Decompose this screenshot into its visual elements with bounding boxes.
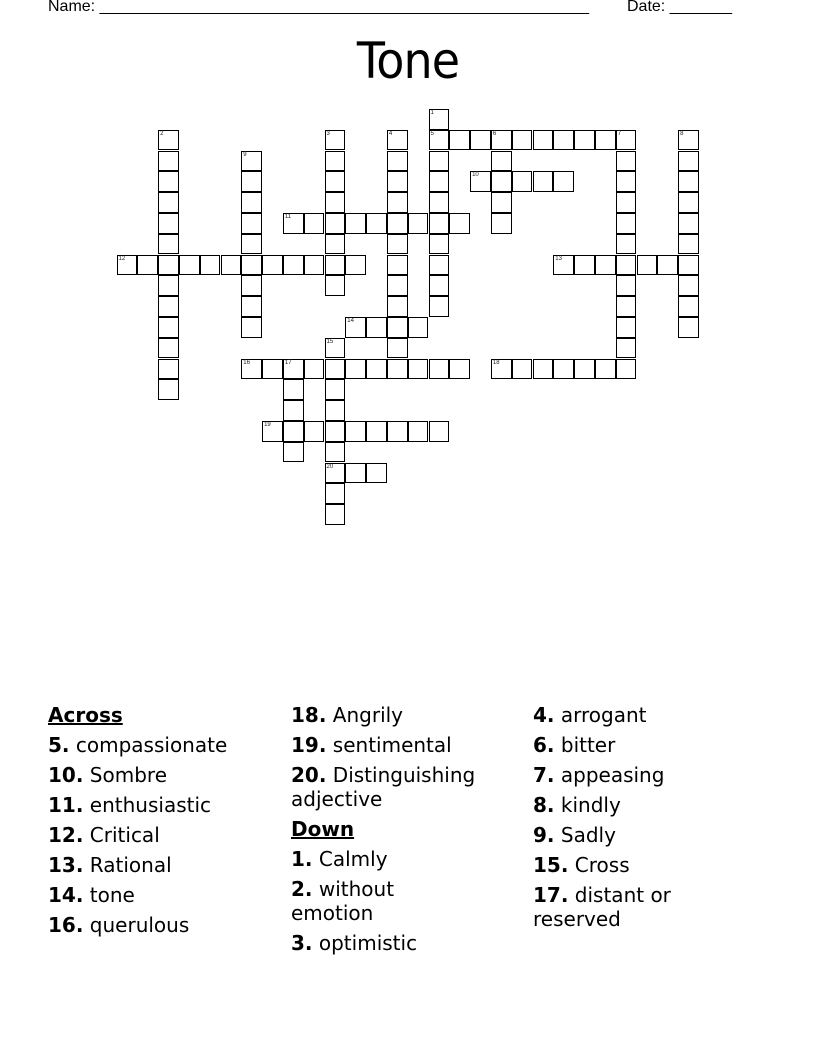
crossword-cell[interactable]	[304, 255, 325, 276]
crossword-cell[interactable]	[429, 275, 450, 296]
crossword-cell[interactable]	[408, 359, 429, 380]
cell-number: 16	[243, 359, 250, 366]
crossword-cell[interactable]	[325, 171, 346, 192]
crossword-cell[interactable]	[512, 130, 533, 151]
crossword-cell[interactable]	[429, 130, 450, 151]
clue-down-8: 8. kindly	[533, 793, 621, 817]
crossword-cell[interactable]	[533, 359, 554, 380]
crossword-cell[interactable]	[325, 151, 346, 172]
crossword-cell[interactable]	[241, 317, 262, 338]
crossword-cell[interactable]	[429, 359, 450, 380]
crossword-cell[interactable]	[283, 359, 304, 380]
crossword-cell[interactable]	[387, 338, 408, 359]
crossword-cell[interactable]	[574, 359, 595, 380]
crossword-cell[interactable]	[345, 317, 366, 338]
crossword-cell[interactable]	[241, 213, 262, 234]
crossword-cell[interactable]	[345, 421, 366, 442]
crossword-cell[interactable]	[533, 130, 554, 151]
cell-number: 2	[160, 130, 164, 137]
clue-down-15: 15. Cross	[533, 853, 630, 877]
crossword-cell[interactable]	[678, 275, 699, 296]
crossword-cell[interactable]	[283, 255, 304, 276]
crossword-cell[interactable]	[408, 421, 429, 442]
crossword-cell[interactable]	[657, 255, 678, 276]
crossword-cell[interactable]	[616, 213, 637, 234]
crossword-cell[interactable]	[158, 338, 179, 359]
crossword-cell[interactable]	[491, 192, 512, 213]
crossword-cell[interactable]	[345, 463, 366, 484]
crossword-cell[interactable]	[595, 130, 616, 151]
cell-number: 17	[284, 359, 292, 366]
cell-number: 1	[430, 109, 434, 116]
crossword-cell[interactable]	[345, 213, 366, 234]
crossword-cell[interactable]	[616, 296, 637, 317]
crossword-cell[interactable]	[200, 255, 221, 276]
clue-across-19: 19. sentimental	[291, 733, 452, 757]
crossword-cell[interactable]	[158, 151, 179, 172]
cell-number: 5	[430, 130, 434, 137]
cell-number: 10	[472, 172, 479, 179]
crossword-cell[interactable]	[595, 359, 616, 380]
cell-number: 9	[243, 151, 247, 158]
crossword-cell[interactable]	[616, 275, 637, 296]
crossword-cell[interactable]	[616, 338, 637, 359]
crossword-cell[interactable]	[158, 317, 179, 338]
crossword-cell[interactable]	[678, 151, 699, 172]
crossword-cell[interactable]	[158, 255, 179, 276]
crossword-cell[interactable]	[491, 213, 512, 234]
clue-across-10: 10. Sombre	[48, 763, 167, 787]
crossword-cell[interactable]	[678, 317, 699, 338]
crossword-cell[interactable]	[387, 275, 408, 296]
crossword-cell[interactable]	[387, 171, 408, 192]
crossword-cell[interactable]	[429, 421, 450, 442]
crossword-cell[interactable]	[325, 192, 346, 213]
date-label: Date: _______	[627, 0, 732, 15]
clue-down-4: 4. arrogant	[533, 703, 647, 727]
clue-across-16: 16. querulous	[48, 913, 190, 937]
crossword-cell[interactable]	[429, 109, 450, 130]
clue-down-6: 6. bitter	[533, 733, 616, 757]
crossword-cell[interactable]	[325, 130, 346, 151]
crossword-cell[interactable]	[512, 171, 533, 192]
crossword-cell[interactable]	[574, 130, 595, 151]
crossword-cell[interactable]	[325, 255, 346, 276]
crossword-cell[interactable]	[616, 255, 637, 276]
crossword-cell[interactable]	[304, 359, 325, 380]
crossword-cell[interactable]	[241, 234, 262, 255]
crossword-cell[interactable]	[533, 171, 554, 192]
clue-across-13: 13. Rational	[48, 853, 172, 877]
name-label: Name: _______________________________________________________	[48, 0, 589, 15]
crossword-cell[interactable]	[366, 463, 387, 484]
crossword-cell[interactable]	[283, 442, 304, 463]
crossword-cell[interactable]	[491, 151, 512, 172]
clue-down-17: 17. distant or reserved	[533, 883, 671, 931]
clue-across-12: 12. Critical	[48, 823, 160, 847]
crossword-cell[interactable]	[616, 192, 637, 213]
crossword-cell[interactable]	[179, 255, 200, 276]
crossword-cell[interactable]	[429, 151, 450, 172]
crossword-cell[interactable]	[158, 192, 179, 213]
cell-number: 7	[617, 130, 622, 137]
crossword-cell[interactable]	[387, 359, 408, 380]
crossword-cell[interactable]	[429, 234, 450, 255]
crossword-cell[interactable]	[241, 171, 262, 192]
crossword-cell[interactable]	[616, 317, 637, 338]
crossword-cell[interactable]	[366, 213, 387, 234]
crossword-cell[interactable]	[387, 151, 408, 172]
cell-number: 6	[492, 130, 497, 137]
crossword-cell[interactable]	[553, 359, 574, 380]
crossword-cell[interactable]	[262, 421, 283, 442]
crossword-cell[interactable]	[387, 234, 408, 255]
crossword-cell[interactable]	[304, 213, 325, 234]
cell-number: 4	[388, 130, 393, 137]
across-heading: Across	[48, 703, 123, 727]
crossword-cell[interactable]	[678, 213, 699, 234]
crossword-cell[interactable]	[678, 130, 699, 151]
crossword-cell[interactable]	[678, 192, 699, 213]
crossword-cell[interactable]	[325, 379, 346, 400]
crossword-cell[interactable]	[429, 171, 450, 192]
crossword-cell[interactable]	[158, 296, 179, 317]
crossword-cell[interactable]	[283, 213, 304, 234]
crossword-cell[interactable]	[429, 255, 450, 276]
crossword-cell[interactable]	[221, 255, 242, 276]
clue-column-1	[48, 700, 280, 940]
crossword-cell[interactable]	[449, 213, 470, 234]
cell-number: 18	[492, 359, 500, 366]
clue-down-1: 1. Calmly	[291, 847, 388, 871]
crossword-cell[interactable]	[241, 275, 262, 296]
crossword-cell[interactable]	[325, 338, 346, 359]
crossword-cell[interactable]	[325, 275, 346, 296]
crossword-cell[interactable]	[366, 421, 387, 442]
crossword-cell[interactable]	[387, 421, 408, 442]
clue-down-9: 9. Sadly	[533, 823, 616, 847]
crossword-cell[interactable]	[137, 255, 158, 276]
crossword-cell[interactable]	[637, 255, 658, 276]
crossword-cell[interactable]	[241, 359, 262, 380]
cell-number: 19	[264, 421, 271, 428]
crossword-cell[interactable]	[574, 255, 595, 276]
crossword-cell[interactable]	[325, 463, 346, 484]
crossword-cell[interactable]	[117, 255, 138, 276]
cell-number: 15	[326, 338, 334, 345]
crossword-cell[interactable]	[366, 359, 387, 380]
crossword-cell[interactable]	[325, 400, 346, 421]
crossword-cell[interactable]	[158, 379, 179, 400]
clue-down-3: 3. optimistic	[291, 931, 418, 955]
crossword-cell[interactable]	[325, 483, 346, 504]
crossword-cell[interactable]	[345, 359, 366, 380]
page-title: Tone	[356, 32, 460, 90]
crossword-cell[interactable]	[616, 359, 637, 380]
cell-number: 3	[326, 130, 330, 137]
crossword-cell[interactable]	[387, 255, 408, 276]
crossword-cell[interactable]	[158, 213, 179, 234]
crossword-cell[interactable]	[241, 296, 262, 317]
crossword-cell[interactable]	[616, 151, 637, 172]
crossword-cell[interactable]	[387, 213, 408, 234]
crossword-cell[interactable]	[470, 130, 491, 151]
clue-column-2	[291, 700, 501, 958]
cell-number: 12	[118, 255, 126, 262]
crossword-cell[interactable]	[616, 171, 637, 192]
cell-number: 8	[680, 130, 684, 137]
crossword-cell[interactable]	[387, 296, 408, 317]
crossword-cell[interactable]	[158, 275, 179, 296]
crossword-cell[interactable]	[553, 255, 574, 276]
crossword-cell[interactable]	[429, 192, 450, 213]
crossword-cell[interactable]	[325, 359, 346, 380]
clue-down-7: 7. appeasing	[533, 763, 665, 787]
clue-across-14: 14. tone	[48, 883, 135, 907]
crossword-cell[interactable]	[283, 400, 304, 421]
crossword-cell[interactable]	[158, 171, 179, 192]
crossword-cell[interactable]	[241, 151, 262, 172]
crossword-cell[interactable]	[616, 234, 637, 255]
crossword-cell[interactable]	[158, 130, 179, 151]
cell-number: 14	[347, 317, 354, 324]
crossword-cell[interactable]	[345, 255, 366, 276]
crossword-cell[interactable]	[325, 504, 346, 525]
crossword-cell[interactable]	[553, 171, 574, 192]
crossword-cell[interactable]	[158, 234, 179, 255]
crossword-cell[interactable]	[262, 255, 283, 276]
clue-down-2: 2. without emotion	[291, 877, 395, 925]
crossword-cell[interactable]	[262, 359, 283, 380]
crossword-cell[interactable]	[387, 130, 408, 151]
crossword-cell[interactable]	[283, 379, 304, 400]
crossword-cell[interactable]	[491, 359, 512, 380]
crossword-cell[interactable]	[595, 255, 616, 276]
crossword-cell[interactable]	[678, 296, 699, 317]
crossword-cell[interactable]	[325, 421, 346, 442]
crossword-cell[interactable]	[491, 130, 512, 151]
crossword-cell[interactable]	[158, 359, 179, 380]
crossword-cell[interactable]	[512, 359, 533, 380]
clue-across-5: 5. compassionate	[48, 733, 228, 757]
crossword-cell[interactable]	[387, 317, 408, 338]
crossword-cell[interactable]	[429, 213, 450, 234]
crossword-cell[interactable]	[325, 234, 346, 255]
crossword-cell[interactable]	[429, 296, 450, 317]
crossword-cell[interactable]	[491, 171, 512, 192]
cell-number: 20	[326, 463, 334, 470]
crossword-cell[interactable]	[678, 255, 699, 276]
crossword-cell[interactable]	[408, 317, 429, 338]
crossword-cell[interactable]	[387, 192, 408, 213]
crossword-cell[interactable]	[283, 421, 304, 442]
cell-number: 13	[555, 255, 562, 262]
clue-across-20: 20. Distinguishing adjective	[291, 763, 476, 811]
clue-across-18: 18. Angrily	[291, 703, 404, 727]
crossword-cell[interactable]	[678, 171, 699, 192]
crossword-cell[interactable]	[241, 255, 262, 276]
crossword-cell[interactable]	[678, 234, 699, 255]
crossword-cell[interactable]	[408, 213, 429, 234]
down-heading: Down	[291, 817, 355, 841]
crossword-cell[interactable]	[304, 421, 325, 442]
crossword-cell[interactable]	[616, 130, 637, 151]
cell-number: 11	[284, 213, 292, 220]
clue-column-3	[533, 700, 703, 934]
crossword-cell[interactable]	[325, 213, 346, 234]
clue-across-11: 11. enthusiastic	[48, 793, 212, 817]
crossword-cell[interactable]	[449, 130, 470, 151]
crossword-cell[interactable]	[241, 192, 262, 213]
crossword-cell[interactable]	[366, 317, 387, 338]
crossword-cell[interactable]	[325, 442, 346, 463]
crossword-cell[interactable]	[449, 359, 470, 380]
crossword-cell[interactable]	[470, 171, 491, 192]
crossword-cell[interactable]	[553, 130, 574, 151]
